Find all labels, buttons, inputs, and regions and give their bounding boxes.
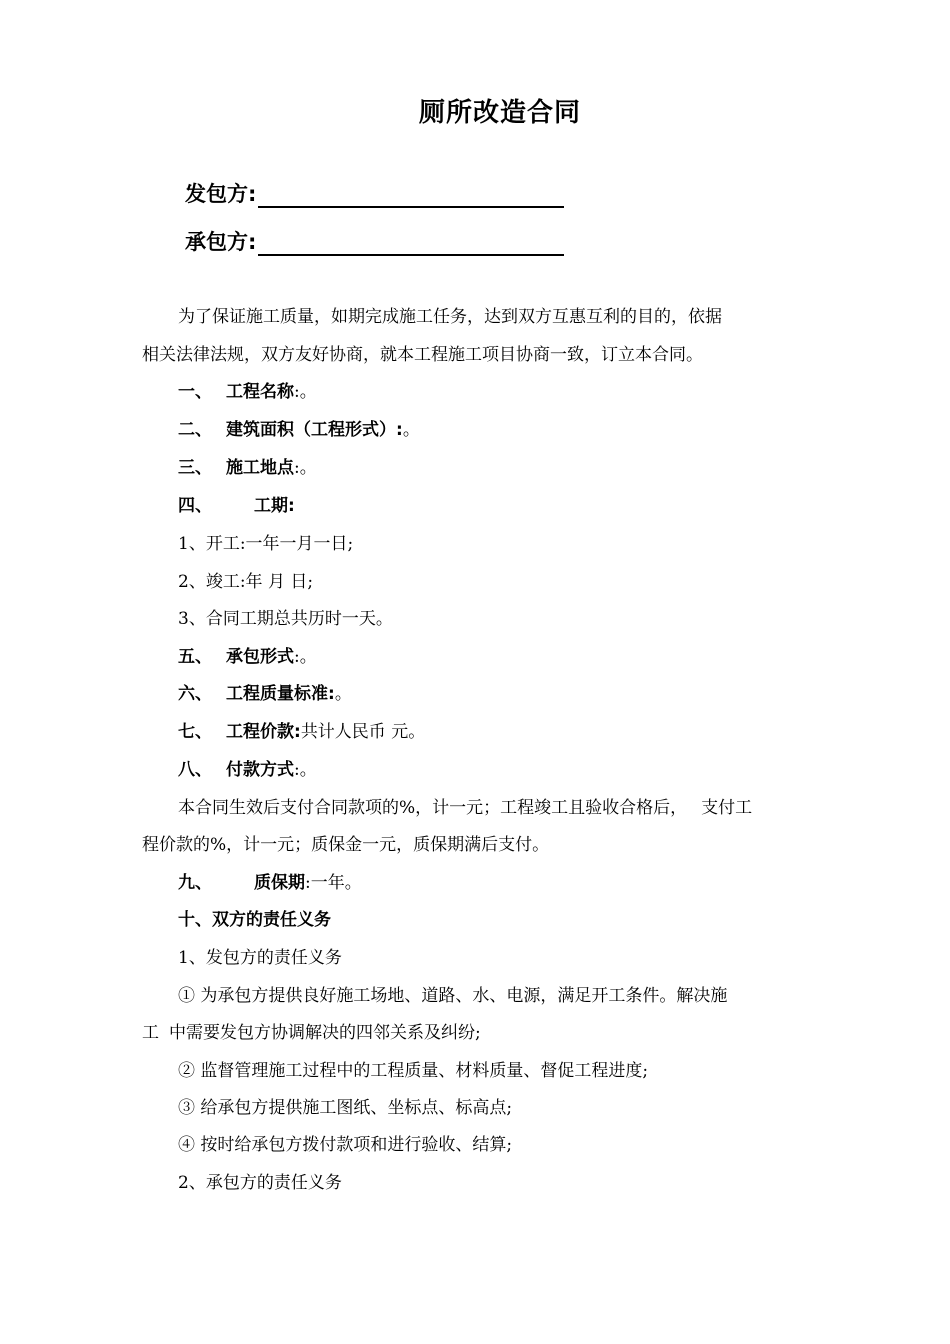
section-label: 承包形式 [226,647,294,667]
contractor-duties-heading: 2、承包方的责任义务 [178,1173,342,1193]
section-number: 七、 [178,722,212,742]
section-site-location [178,456,317,480]
section-value: :。 [294,458,317,478]
section-label: 质保期 [254,873,305,893]
employer-label: 发包方: [185,182,257,206]
section-number: 四、 [178,496,212,516]
section-quality-standard [178,682,352,706]
intro-line-2: 相关法律法规，双方友好协商，就本工程施工项目协商一致，订立本合同。 [142,345,703,365]
schedule-total: 3、合同工期总共历时一天。 [178,609,393,629]
contractor-party-row [185,228,564,256]
contractor-label: 承包方: [185,230,257,254]
employer-duty-4: ④ 按时给承包方拨付款项和进行验收、结算; [178,1135,513,1155]
section-label: 付款方式 [226,760,294,780]
employer-duty-1-line-1: ① 为承包方提供良好施工场地、道路、水、电源，满足开工条件。解决施 [178,986,728,1006]
intro-line-1: 为了保证施工质量，如期完成施工任务，达到双方互惠互利的目的，依据 [178,307,722,327]
section-value: :一年。 [305,873,362,893]
section-project-name [178,380,317,404]
section-number: 九、 [178,873,212,893]
section-label: 工程质量标准: [226,684,335,704]
schedule-start: 1、开工:一年一月一日; [178,534,354,554]
section-label: 施工地点 [226,458,294,478]
payment-text-end: 支付工 [701,798,753,818]
section-value: 。 [402,420,420,440]
section-value: :。 [294,382,317,402]
section-number: 三、 [178,458,212,478]
section-value: 。 [334,684,352,704]
document-title: 厕所改造合同 [418,98,581,128]
section-duties-heading: 十、双方的责任义务 [178,910,331,930]
payment-line-2: 程价款的%，计一元；质保金一元，质保期满后支付。 [142,835,550,855]
contractor-blank-line [258,234,564,256]
section-project-price [178,720,425,744]
duty-text: 中需要发包方协调解决的四邻关系及纠纷; [169,1023,481,1043]
section-contract-form [178,645,317,669]
section-building-area [178,418,420,442]
section-number: 八、 [178,760,212,780]
section-number: 一、 [178,382,212,402]
section-value: 共计人民币 元。 [300,722,426,742]
employer-party-row [185,180,564,208]
section-label: 建筑面积（工程形式）: [226,420,403,440]
section-number: 六、 [178,684,212,704]
section-label: 工程价款: [226,722,301,742]
section-label: 工期: [254,496,295,516]
schedule-finish: 2、竣工:年 月 日; [178,572,314,592]
section-payment-method [178,758,317,782]
section-warranty [178,871,362,895]
section-label: 工程名称 [226,382,294,402]
payment-line-1 [178,796,752,820]
employer-duty-1-line-2 [142,1021,481,1045]
section-value: :。 [294,647,317,667]
employer-duty-3: ③ 给承包方提供施工图纸、坐标点、标高点; [178,1098,513,1118]
employer-duty-2: ② 监督管理施工过程中的工程质量、材料质量、督促工程进度; [178,1061,649,1081]
employer-duties-heading: 1、发包方的责任义务 [178,948,342,968]
employer-blank-line [258,186,564,208]
section-value: :。 [294,760,317,780]
payment-text: 本合同生效后支付合同款项的%，计一元；工程竣工且验收合格后， [178,798,688,818]
duty-text-start: 工 [142,1023,159,1043]
section-schedule [178,494,295,518]
section-number: 五、 [178,647,212,667]
section-number: 二、 [178,420,212,440]
